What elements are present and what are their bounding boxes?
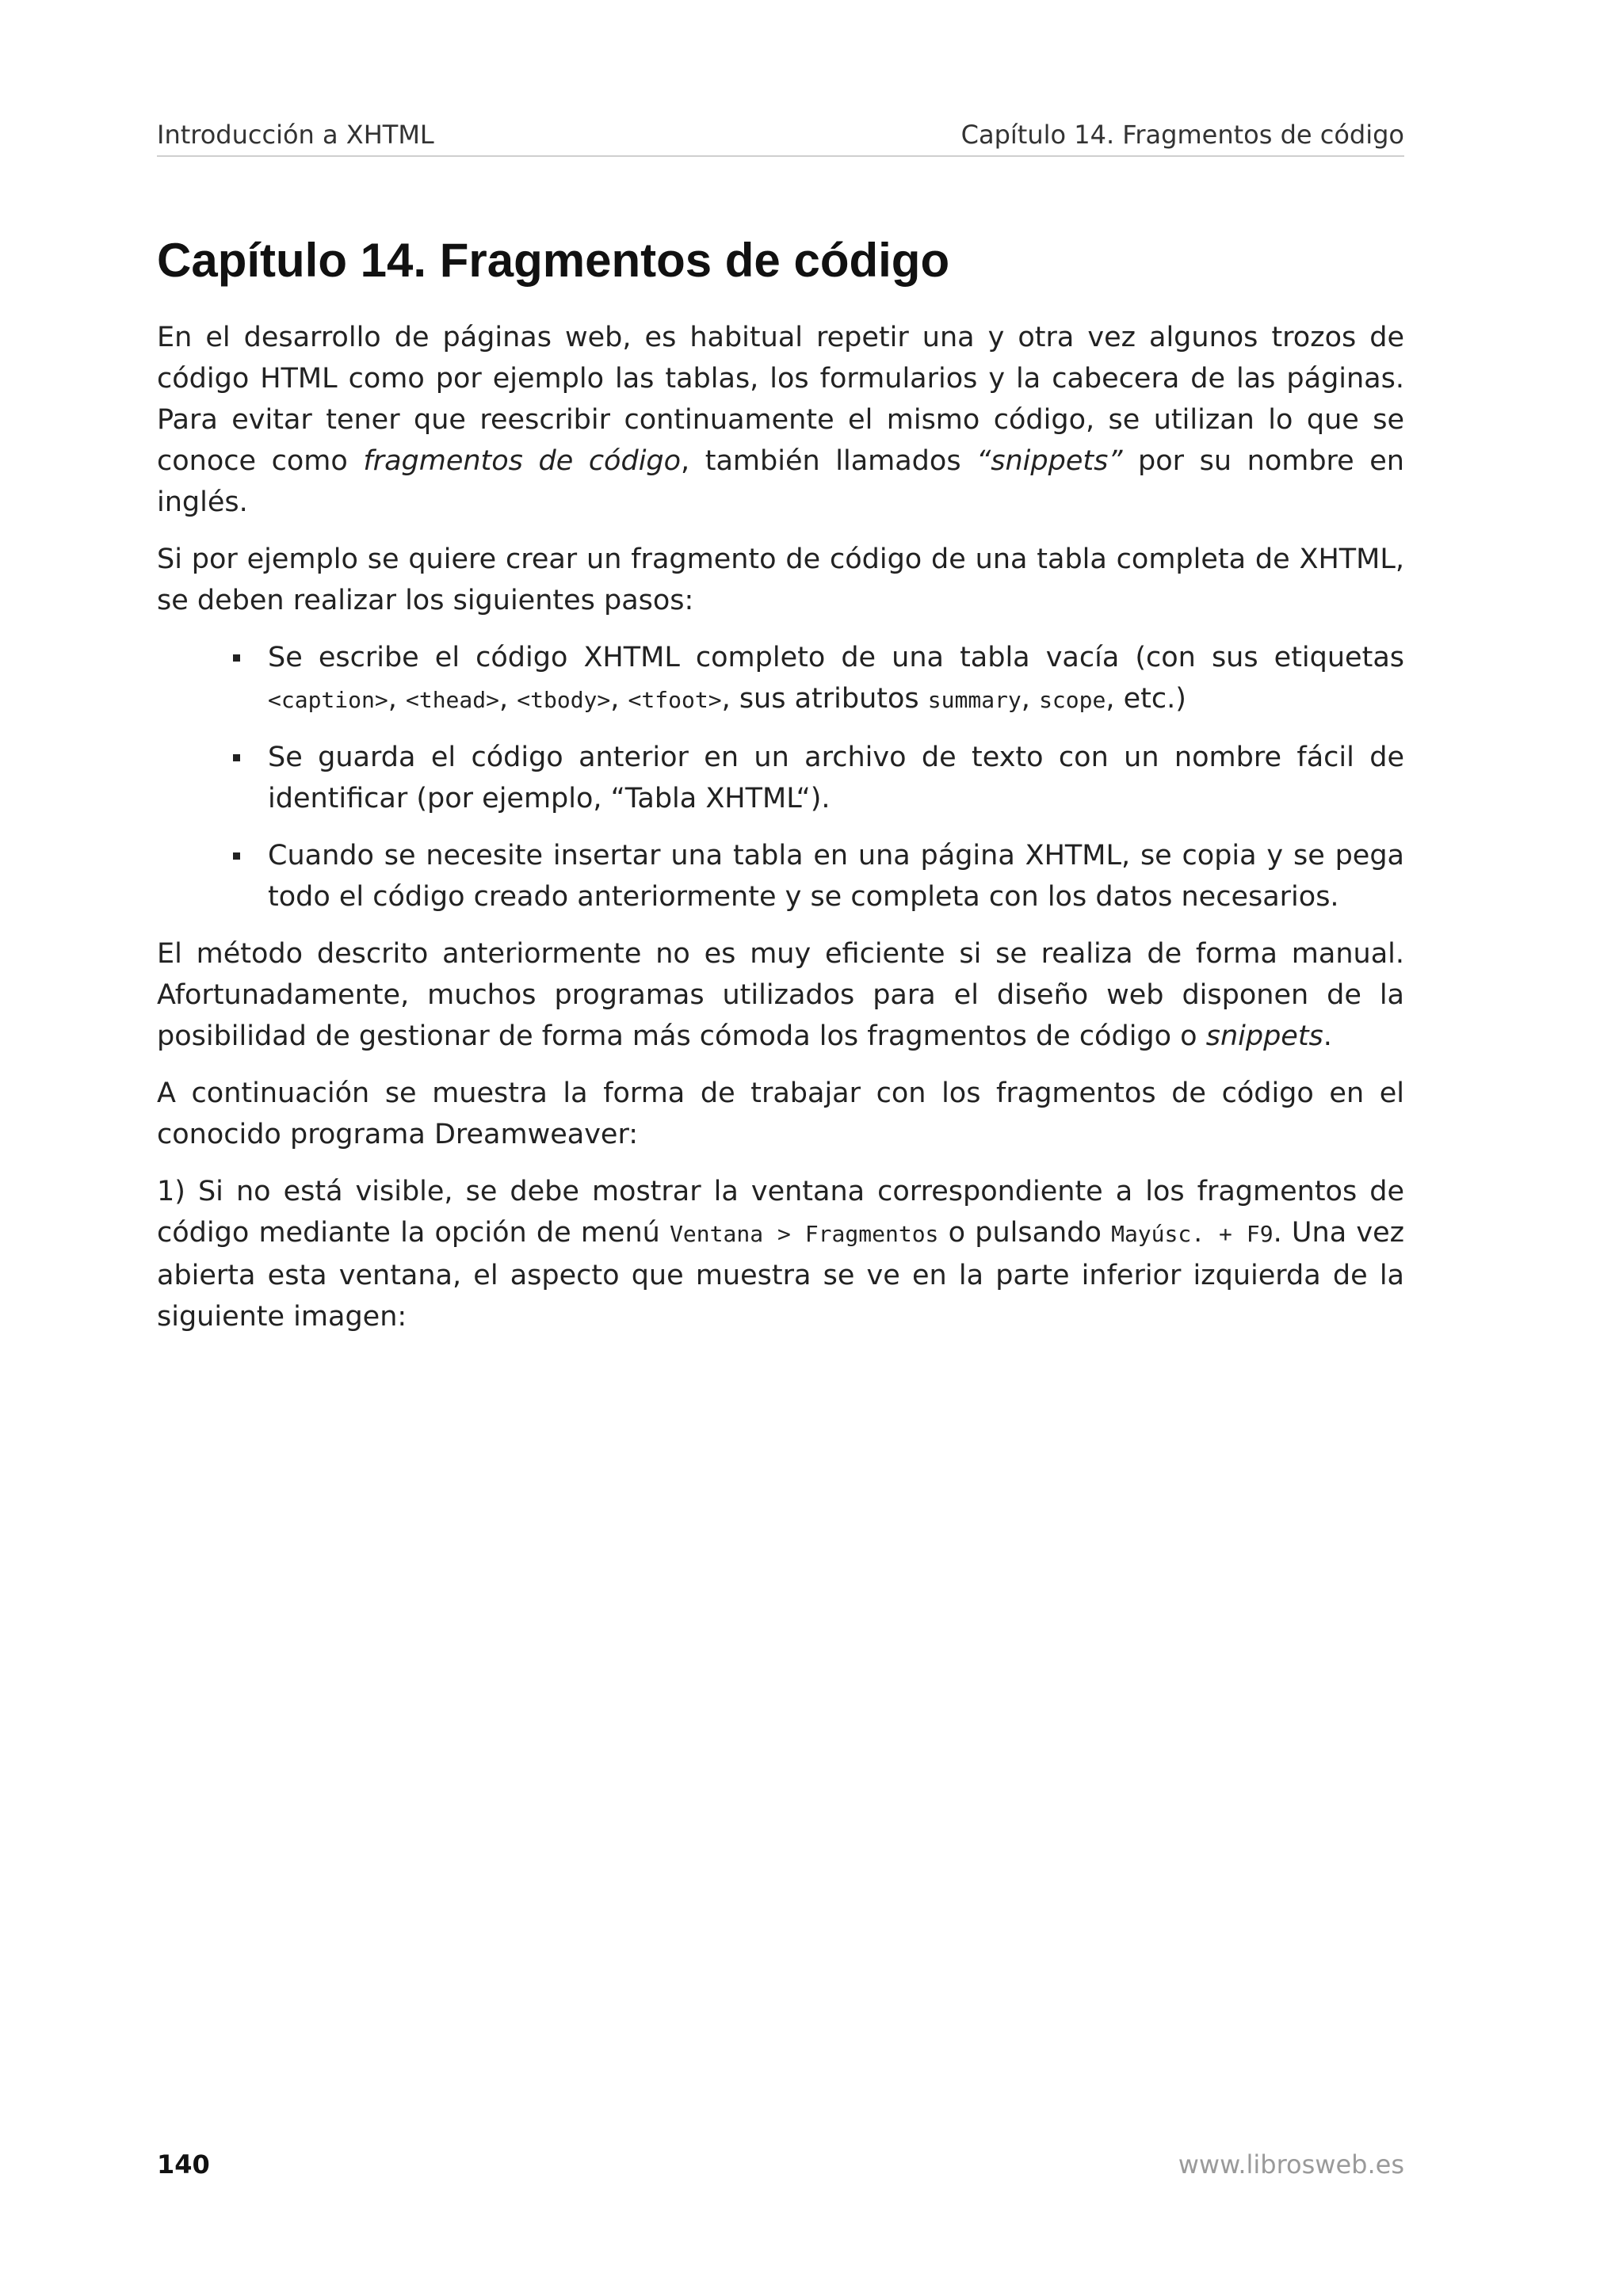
step-1-text-a: Se escribe el código XHTML completo de una tabla vacía (con sus etiquetas [268,642,1404,673]
chapter-body [157,317,1404,1353]
chapter-title: Capítulo 14. Fragmentos de código [157,234,950,287]
step-1-separator: , [610,683,628,715]
step-3-text: Cuando se necesite insertar una tabla en una página XHTML, se copia y se pega todo el código creado anteriormente y se completa con los datos necesarios. [268,840,1404,913]
step-1-text-b: , sus atributos [721,683,928,715]
bullet-icon [233,835,241,876]
paragraph-intro-text-a: En el desarrollo de páginas web, es habitual repetir una y otra vez algunos trozos de código HTML como por ejemplo las tablas, los formularios y la cabecera de las páginas. Para evitar tener que reescribir continuamente el mismo código, se utilizan lo que se conoce como [157,322,1404,477]
running-header [157,119,1404,157]
step-1-separator: , [388,683,406,715]
step-1-separator: , [499,683,517,715]
step-1-separator: , [1021,683,1040,715]
paragraph-steps-intro: Si por ejemplo se quiere crear un fragmento de código de una tabla completa de XHTML, se deben realizar los siguientes pasos: [157,543,1404,616]
code-menu-path: Ventana > Fragmentos [670,1221,939,1247]
code-caption: <caption> [268,687,388,713]
paragraph-intro-text-b: , también llamados [681,445,977,477]
steps-list [157,637,1404,917]
step-1-text-c: , etc.) [1106,683,1186,715]
paragraph-step-1 [157,1171,1404,1337]
list-item-step-3 [268,835,1404,917]
paragraph-method-text-b: . [1323,1020,1332,1052]
bullet-icon [233,637,241,678]
page-number: 140 [157,2149,210,2180]
paragraph-dreamweaver: A continuación se muestra la forma de trabajar con los fragmentos de código en el conocido programa Dreamweaver: [157,1077,1404,1150]
bullet-icon [233,737,241,778]
term-fragmentos: fragmentos de código [363,445,682,477]
step-2-text: Se guarda el código anterior en un archivo de texto con un nombre fácil de identificar (por ejemplo, “Tabla XHTML“). [268,742,1404,814]
document-page [157,0,1404,2296]
paragraph-intro [157,317,1404,523]
code-tfoot: <tfoot> [628,687,722,713]
site-url: www.librosweb.es [1178,2149,1404,2180]
list-item-step-2 [268,737,1404,819]
code-summary: summary [927,687,1022,713]
code-thead: <thead> [405,687,499,713]
paragraph-step-1-text-a: 1) Si no está visible, se debe mostrar la ventana correspondiente a los fragmentos de código mediante la opción de menú [157,1176,1404,1249]
list-item-step-1 [268,637,1404,721]
header-book-title: Introducción a XHTML [157,120,434,150]
paragraph-intro-text-c: por su nombre en inglés. [157,445,1404,518]
header-chapter-label: Capítulo 14. Fragmentos de código [960,120,1404,150]
term-snippets-quoted: “snippets” [976,445,1123,477]
paragraph-method [157,933,1404,1057]
paragraph-step-1-text-b: o pulsando [938,1217,1112,1249]
paragraph-method-text-a: El método descrito anteriormente no es muy eficiente si se realiza de forma manual. Afortunadamente, muchos programas utilizados para el diseño web disponen de la posibilidad de gestionar de forma más cómoda los fragmentos de código o [157,938,1404,1052]
code-scope: scope [1039,687,1106,713]
code-shortcut: Mayúsc. + F9 [1111,1221,1274,1247]
code-tbody: <tbody> [517,687,611,713]
paragraph-step-1-text-c: . Una vez abierta esta ventana, el aspecto que muestra se ve en la parte inferior izquierda de la siguiente imagen: [157,1217,1404,1333]
term-snippets: snippets [1205,1020,1323,1052]
running-footer [157,2149,1404,2180]
